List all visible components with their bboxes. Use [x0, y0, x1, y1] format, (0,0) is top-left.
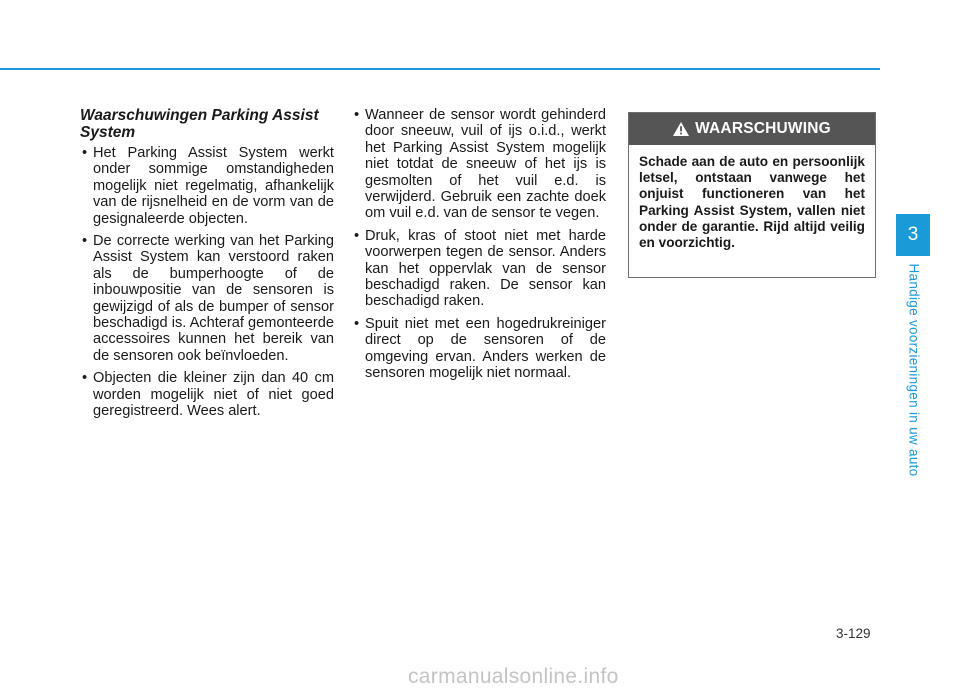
chapter-tab: [896, 214, 930, 256]
bullet-item: • Druk, kras of stoot niet met harde voorwerpen tegen de sensor. Anders kan het oppervlak van de sensor beschadigd raken. De sensor kan beschadigd raken.: [352, 228, 606, 310]
section-heading: Waarschuwingen Parking Assist System: [80, 107, 319, 141]
page-number: 3-129: [836, 626, 871, 641]
warning-title: WAARSCHUWING: [695, 120, 831, 137]
bullet-item: • Het Parking Assist System werkt onder sommige omstandigheden mogelijk niet regelmatig, afhankelijk van de rijsnelheid en de vorm van de gesignaleerde objecten.: [80, 145, 334, 227]
chapter-label: Handige voorzieningen in uw auto: [906, 263, 922, 477]
header-rule: [0, 68, 880, 70]
warning-text: Schade aan de auto en persoonlijk letsel, ontstaan vanwege het onjuist functioneren van het Parking Assist System, vallen niet onder de garantie. Rijd altijd veilig en voorzichtig.: [639, 154, 865, 251]
watermark: carmanualsonline.info: [408, 665, 619, 688]
bullet-item: • Objecten die kleiner zijn dan 40 cm worden mogelijk niet of niet goed geregistreerd. Wees alert.: [80, 370, 334, 419]
left-column: [80, 107, 334, 426]
middle-column: [352, 107, 606, 388]
bullet-item: • De correcte werking van het Parking Assist System kan verstoord raken als de bumperhoogte of de inbouwpositie van de sensoren is gewijzigd of als de bumper of sensor beschadigd is. Achteraf gemonteerde accessoires kunnen het bereik van de sensoren ook beïnvloeden.: [80, 233, 334, 364]
warning-header: [629, 113, 875, 145]
chapter-number: 3: [907, 224, 919, 245]
bullet-item: • Wanneer de sensor wordt gehinderd door sneeuw, vuil of ijs o.i.d., werkt het Parking Assist System mogelijk niet totdat de sneeuw of het ijs is gesmolten of het vuil e.d. is verwijderd. Gebruik een zachte doek om vuil e.d. van de sensor te vegen.: [352, 107, 606, 222]
left-bullet-list: [80, 145, 334, 420]
middle-bullet-list: [352, 107, 606, 382]
warning-triangle-icon: [673, 122, 689, 136]
bullet-item: • Spuit niet met een hogedrukreiniger direct op de sensoren of de omgeving ervan. Anders werken de sensoren mogelijk niet normaal.: [352, 316, 606, 382]
warning-box: [628, 112, 876, 278]
